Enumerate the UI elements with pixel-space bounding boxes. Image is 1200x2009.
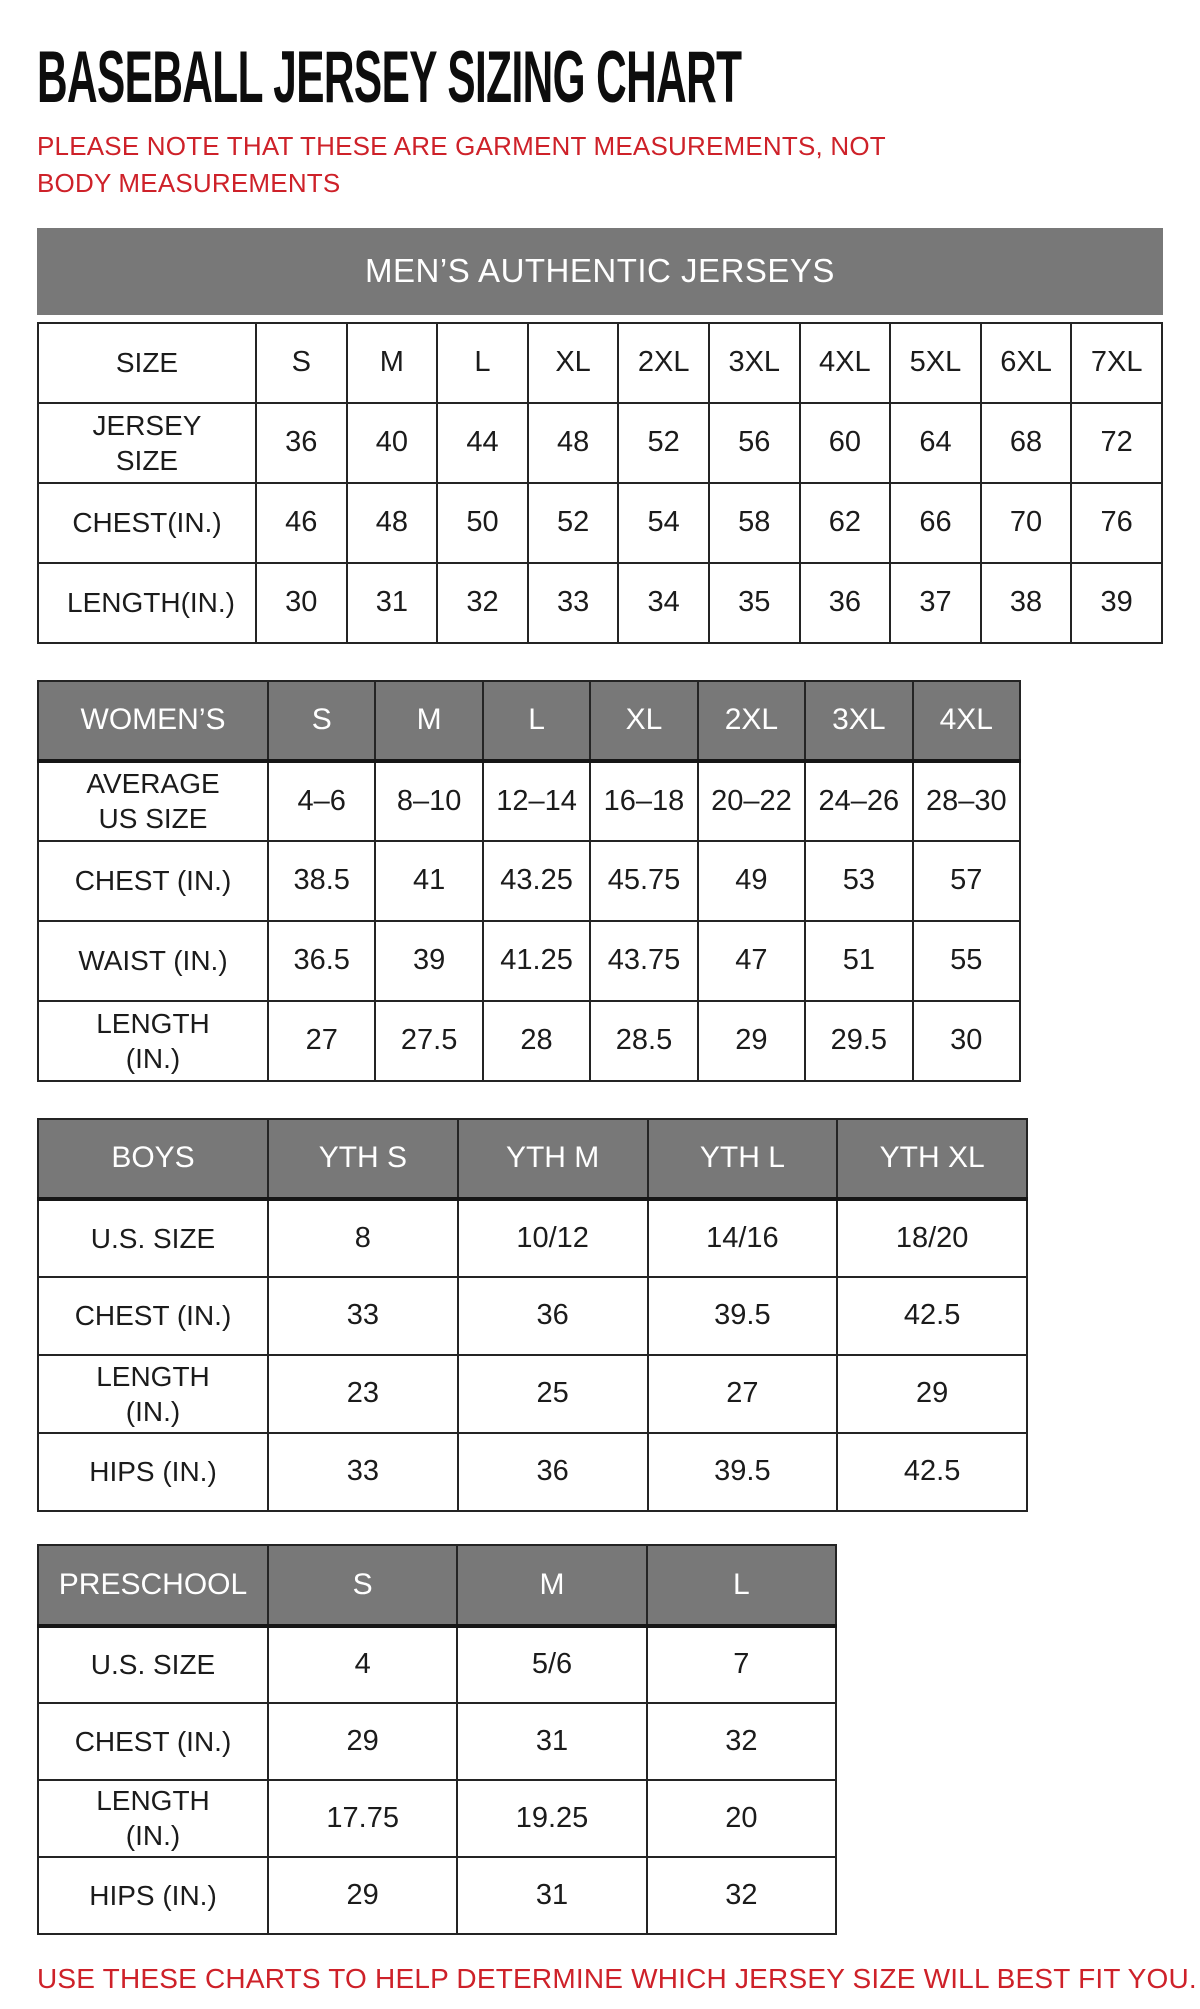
value-cell: 43.25 xyxy=(483,841,590,921)
mens-header-row xyxy=(38,323,1162,403)
boys-header-row xyxy=(38,1119,1027,1199)
value-cell: 36 xyxy=(458,1277,648,1355)
header-cell: 4XL xyxy=(913,681,1020,761)
value-cell: 18/20 xyxy=(837,1199,1027,1277)
value-cell: 8–10 xyxy=(375,761,482,841)
value-cell: 10/12 xyxy=(458,1199,648,1277)
table-row xyxy=(38,1703,836,1780)
value-cell: 32 xyxy=(647,1703,836,1780)
value-cell: 53 xyxy=(805,841,912,921)
value-cell: 29 xyxy=(268,1703,457,1780)
womens-section xyxy=(37,680,1163,1082)
value-cell: 31 xyxy=(457,1857,646,1934)
preschool-size-table xyxy=(37,1544,837,1935)
value-cell: 28 xyxy=(483,1001,590,1081)
value-cell: 47 xyxy=(698,921,805,1001)
header-cell: XL xyxy=(528,323,619,403)
value-cell: 62 xyxy=(800,483,891,563)
value-cell: 35 xyxy=(709,563,800,643)
row-label-cell: LENGTH (IN.) xyxy=(38,1001,268,1081)
value-cell: 29.5 xyxy=(805,1001,912,1081)
value-cell: 57 xyxy=(913,841,1020,921)
value-cell: 19.25 xyxy=(457,1780,646,1857)
page-title: BASEBALL JERSEY SIZING CHART xyxy=(37,37,742,118)
value-cell: 4–6 xyxy=(268,761,375,841)
value-cell: 43.75 xyxy=(590,921,697,1001)
value-cell: 36 xyxy=(256,403,347,483)
footer-note: USE THESE CHARTS TO HELP DETERMINE WHICH JERSEY SIZE WILL BEST FIT YOU. xyxy=(37,1962,1197,1994)
row-label-cell: U.S. SIZE xyxy=(38,1626,268,1703)
value-cell: 29 xyxy=(698,1001,805,1081)
value-cell: 17.75 xyxy=(268,1780,457,1857)
table-row xyxy=(38,1001,1020,1081)
value-cell: 4 xyxy=(268,1626,457,1703)
header-cell: YTH M xyxy=(458,1119,648,1199)
boys-section xyxy=(37,1118,1163,1512)
header-cell: 5XL xyxy=(890,323,981,403)
value-cell: 31 xyxy=(457,1703,646,1780)
row-label-cell: LENGTH (IN.) xyxy=(38,1780,268,1857)
value-cell: 36 xyxy=(458,1433,648,1511)
header-cell: YTH L xyxy=(648,1119,838,1199)
table-row xyxy=(38,1626,836,1703)
value-cell: 70 xyxy=(981,483,1072,563)
value-cell: 39.5 xyxy=(648,1277,838,1355)
table-row xyxy=(38,403,1162,483)
value-cell: 28.5 xyxy=(590,1001,697,1081)
value-cell: 27.5 xyxy=(375,1001,482,1081)
header-cell: 4XL xyxy=(800,323,891,403)
value-cell: 37 xyxy=(890,563,981,643)
value-cell: 8 xyxy=(268,1199,458,1277)
value-cell: 30 xyxy=(256,563,347,643)
table-row xyxy=(38,1433,1027,1511)
row-label-cell: CHEST (IN.) xyxy=(38,841,268,921)
header-cell: SIZE xyxy=(38,323,256,403)
mens-size-table xyxy=(37,322,1163,644)
header-cell: WOMEN’S xyxy=(38,681,268,761)
value-cell: 24–26 xyxy=(805,761,912,841)
value-cell: 39 xyxy=(375,921,482,1001)
header-cell: XL xyxy=(590,681,697,761)
garment-measurements-note: PLEASE NOTE THAT THESE ARE GARMENT MEASUREMENTS, NOT BODY MEASUREMENTS xyxy=(37,131,886,198)
header-cell: M xyxy=(457,1545,646,1626)
value-cell: 36.5 xyxy=(268,921,375,1001)
header-cell: 3XL xyxy=(805,681,912,761)
table-row xyxy=(38,921,1020,1001)
row-label-cell: CHEST (IN.) xyxy=(38,1703,268,1780)
value-cell: 46 xyxy=(256,483,347,563)
value-cell: 60 xyxy=(800,403,891,483)
value-cell: 29 xyxy=(268,1857,457,1934)
row-label-cell: LENGTH (IN.) xyxy=(38,1355,268,1433)
value-cell: 55 xyxy=(913,921,1020,1001)
table-row xyxy=(38,1857,836,1934)
row-label-cell: WAIST (IN.) xyxy=(38,921,268,1001)
header-cell: S xyxy=(268,1545,457,1626)
value-cell: 5/6 xyxy=(457,1626,646,1703)
table-row xyxy=(38,1199,1027,1277)
value-cell: 51 xyxy=(805,921,912,1001)
value-cell: 44 xyxy=(437,403,528,483)
value-cell: 31 xyxy=(347,563,438,643)
value-cell: 27 xyxy=(648,1355,838,1433)
value-cell: 16–18 xyxy=(590,761,697,841)
header-cell: 6XL xyxy=(981,323,1072,403)
value-cell: 66 xyxy=(890,483,981,563)
row-label-cell: HIPS (IN.) xyxy=(38,1433,268,1511)
value-cell: 27 xyxy=(268,1001,375,1081)
value-cell: 58 xyxy=(709,483,800,563)
header-cell: S xyxy=(256,323,347,403)
table-row xyxy=(38,563,1162,643)
table-row xyxy=(38,1355,1027,1433)
table-row xyxy=(38,483,1162,563)
value-cell: 38.5 xyxy=(268,841,375,921)
value-cell: 68 xyxy=(981,403,1072,483)
header-cell: BOYS xyxy=(38,1119,268,1199)
header-cell: M xyxy=(347,323,438,403)
value-cell: 25 xyxy=(458,1355,648,1433)
header-cell: L xyxy=(483,681,590,761)
value-cell: 72 xyxy=(1071,403,1162,483)
value-cell: 12–14 xyxy=(483,761,590,841)
row-label-cell: LENGTH(IN.) xyxy=(38,563,256,643)
value-cell: 34 xyxy=(618,563,709,643)
value-cell: 64 xyxy=(890,403,981,483)
value-cell: 50 xyxy=(437,483,528,563)
value-cell: 48 xyxy=(347,483,438,563)
value-cell: 42.5 xyxy=(837,1433,1027,1511)
value-cell: 76 xyxy=(1071,483,1162,563)
value-cell: 33 xyxy=(268,1277,458,1355)
value-cell: 42.5 xyxy=(837,1277,1027,1355)
value-cell: 40 xyxy=(347,403,438,483)
header-cell: L xyxy=(437,323,528,403)
value-cell: 28–30 xyxy=(913,761,1020,841)
header-cell: 7XL xyxy=(1071,323,1162,403)
value-cell: 23 xyxy=(268,1355,458,1433)
value-cell: 48 xyxy=(528,403,619,483)
value-cell: 29 xyxy=(837,1355,1027,1433)
mens-banner: MEN’S AUTHENTIC JERSEYS xyxy=(37,228,1163,315)
table-row xyxy=(38,761,1020,841)
value-cell: 33 xyxy=(528,563,619,643)
header-cell: PRESCHOOL xyxy=(38,1545,268,1626)
row-label-cell: CHEST(IN.) xyxy=(38,483,256,563)
value-cell: 39 xyxy=(1071,563,1162,643)
row-label-cell: U.S. SIZE xyxy=(38,1199,268,1277)
boys-size-table xyxy=(37,1118,1028,1512)
row-label-cell: AVERAGE US SIZE xyxy=(38,761,268,841)
value-cell: 41.25 xyxy=(483,921,590,1001)
value-cell: 20 xyxy=(647,1780,836,1857)
table-row xyxy=(38,1780,836,1857)
value-cell: 39.5 xyxy=(648,1433,838,1511)
table-row xyxy=(38,1277,1027,1355)
row-label-cell: JERSEY SIZE xyxy=(38,403,256,483)
value-cell: 7 xyxy=(647,1626,836,1703)
value-cell: 33 xyxy=(268,1433,458,1511)
row-label-cell: HIPS (IN.) xyxy=(38,1857,268,1934)
header-cell: YTH S xyxy=(268,1119,458,1199)
table-row xyxy=(38,841,1020,921)
value-cell: 38 xyxy=(981,563,1072,643)
value-cell: 14/16 xyxy=(648,1199,838,1277)
value-cell: 45.75 xyxy=(590,841,697,921)
header-cell: M xyxy=(375,681,482,761)
value-cell: 56 xyxy=(709,403,800,483)
header-cell: L xyxy=(647,1545,836,1626)
preschool-section xyxy=(37,1544,1163,1935)
header-cell: 3XL xyxy=(709,323,800,403)
mens-section xyxy=(37,228,1163,644)
value-cell: 30 xyxy=(913,1001,1020,1081)
header-cell: 2XL xyxy=(698,681,805,761)
header-cell: YTH XL xyxy=(837,1119,1027,1199)
womens-header-row xyxy=(38,681,1020,761)
value-cell: 49 xyxy=(698,841,805,921)
value-cell: 32 xyxy=(647,1857,836,1934)
value-cell: 41 xyxy=(375,841,482,921)
header-cell: S xyxy=(268,681,375,761)
womens-size-table xyxy=(37,680,1021,1082)
row-label-cell: CHEST (IN.) xyxy=(38,1277,268,1355)
value-cell: 52 xyxy=(618,403,709,483)
value-cell: 52 xyxy=(528,483,619,563)
value-cell: 54 xyxy=(618,483,709,563)
value-cell: 20–22 xyxy=(698,761,805,841)
value-cell: 36 xyxy=(800,563,891,643)
value-cell: 32 xyxy=(437,563,528,643)
header-cell: 2XL xyxy=(618,323,709,403)
preschool-header-row xyxy=(38,1545,836,1626)
